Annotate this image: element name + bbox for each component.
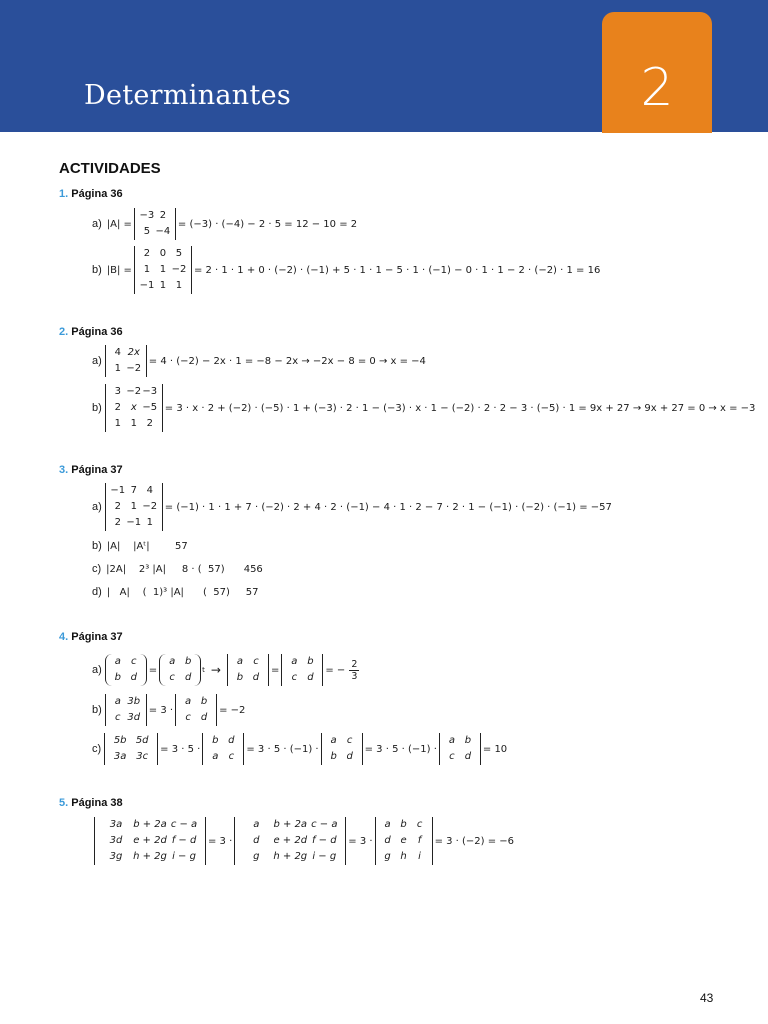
matrix-cell: 3d [127, 712, 141, 723]
matrix-cell: 2 [114, 501, 121, 512]
matrix-cell: 5 [143, 226, 151, 237]
matrix-cell: f − d [171, 835, 197, 846]
chapter-number-tab: 2 [602, 12, 712, 133]
matrix-row [110, 515, 158, 531]
matrix-cell: 4 [146, 485, 153, 496]
chapter-title: Determinantes [84, 80, 292, 111]
matrix-cell: 1 [175, 280, 183, 291]
matrix-cell: b [114, 672, 121, 683]
matrix-row [110, 483, 158, 499]
matrix-cell: 2 [143, 248, 151, 259]
matrix-cell: c [346, 735, 353, 746]
matrix-cell: h + 2g [133, 851, 167, 862]
matrix-cell: −1 [139, 280, 155, 291]
matrix-cell: d [184, 672, 192, 683]
matrix-cell: −2 [126, 363, 142, 374]
paren-matrix [105, 654, 147, 686]
matrix [321, 733, 363, 765]
q4-c-line: c) 5b 5d 3a 3c = 3 · 5 · b d a c = 3 · 5 · (−1) · a c b d = 3 · 5 · (−1) · a b c d = 10 [92, 733, 509, 765]
matrix-cell: 4 [114, 347, 121, 358]
matrix-cell: b [330, 751, 337, 762]
matrix-cell: a [184, 696, 192, 707]
matrix-row [164, 670, 196, 686]
matrix-cell: c [169, 672, 175, 683]
matrix-cell: a [212, 751, 219, 762]
matrix-cell: d [253, 835, 260, 846]
matrix-row [139, 262, 187, 278]
matrix-cell: −2 [126, 386, 142, 397]
fraction: $\frac{2}{3}$ [351, 658, 358, 682]
matrix-cell: 3g [109, 851, 123, 862]
matrix-cell: b + 2a [133, 819, 167, 830]
matrix-row [164, 654, 196, 670]
q2-b-line: b) 3 −2 −3 2 x −5 1 1 2 = 3 · x · 2 + (−2) · (−5) · 1 + (−3) · 2 · 1 − (−3) · x · 1 − (−2) · 2 · 2 − 3 · (−5) · 1 = 9x + 27 → 9x + 27 = 0 → x = −3 [92, 384, 757, 432]
matrix-cell: −2 [142, 501, 158, 512]
matrix-row [207, 749, 239, 765]
q4-a-line: a) a c b d = a b c d t → a c b d = a b c d = − $\frac{2}{3}$ [92, 654, 361, 686]
matrix-cell: b [400, 819, 407, 830]
matrix-cell: 3d [109, 835, 123, 846]
matrix-cell: c − a [170, 819, 198, 830]
matrix-cell: d [130, 672, 137, 683]
matrix-cell: i − g [172, 851, 196, 862]
matrix [104, 733, 158, 765]
matrix [202, 733, 244, 765]
matrix-cell: −4 [155, 226, 171, 237]
matrix-cell: b [307, 656, 314, 667]
matrix [105, 483, 163, 531]
matrix-row [99, 817, 201, 833]
matrix-cell: 1 [130, 501, 137, 512]
matrix-cell: d [346, 751, 353, 762]
matrix-cell: b [464, 735, 472, 746]
matrix-cell: d [228, 735, 235, 746]
matrix-cell: b [212, 735, 219, 746]
matrix-cell: g [384, 851, 391, 862]
matrix-row [380, 817, 428, 833]
matrix-cell: 7 [130, 485, 137, 496]
matrix-row [286, 670, 318, 686]
q3-c-line: c) |2A| 2³ |A| 8 · ( 57) 456 [92, 563, 263, 575]
matrix [375, 817, 433, 865]
matrix-cell: 3a [113, 751, 127, 762]
matrix-cell: −3 [142, 386, 158, 397]
matrix-cell: 2 [114, 402, 121, 413]
matrix [134, 208, 176, 240]
matrix-cell: a [384, 819, 391, 830]
question-3-heading: 3. Página 37 [59, 464, 123, 476]
matrix-row [207, 733, 239, 749]
matrix-cell: e + 2d [273, 835, 308, 846]
matrix-cell: c [449, 751, 455, 762]
matrix-row [110, 384, 158, 400]
matrix-cell: c − a [311, 819, 338, 830]
matrix-row [239, 817, 341, 833]
matrix-cell: a [448, 735, 455, 746]
matrix-row [444, 749, 476, 765]
matrix-row [110, 710, 142, 726]
matrix-row [180, 694, 212, 710]
matrix-row [110, 654, 142, 670]
matrix-cell: a [114, 696, 121, 707]
matrix-cell: d [384, 835, 391, 846]
matrix-cell: c [416, 819, 423, 830]
matrix-cell: 2 [114, 517, 121, 528]
matrix-cell: c [228, 751, 235, 762]
matrix-row [139, 208, 171, 224]
matrix-row [239, 849, 341, 865]
matrix [175, 694, 217, 726]
q1-b-line: b) |B| = 2 0 5 1 1 −2 −1 1 1 = 2 · 1 · 1 + 0 · (−2) · (−1) + 5 · 1 · 1 − 5 · 1 · (−1) − 0 · 1 · 1 − 2 · (−2) · 1 = 16 [92, 246, 602, 294]
matrix-cell: 5 [175, 248, 183, 259]
matrix-cell: f − d [311, 835, 337, 846]
matrix-cell: 2 [146, 418, 153, 429]
matrix-row [110, 345, 142, 361]
matrix-cell: 2x [127, 347, 140, 358]
matrix [105, 694, 147, 726]
q3-d-line: d) | A| ( 1)³ |A| ( 57) 57 [92, 586, 259, 598]
matrix [105, 384, 163, 432]
matrix-row [110, 416, 158, 432]
matrix-cell: −5 [142, 402, 158, 413]
matrix-row [110, 694, 142, 710]
matrix-cell: 3a [109, 819, 123, 830]
matrix [234, 817, 346, 865]
matrix-cell: f [417, 835, 422, 846]
matrix-row [99, 849, 201, 865]
matrix-cell: i [418, 851, 421, 862]
matrix-cell: −1 [126, 517, 142, 528]
matrix-cell: −3 [139, 210, 155, 221]
matrix-cell: 3c [136, 751, 149, 762]
matrix-row [180, 710, 212, 726]
matrix-cell: a [114, 656, 121, 667]
matrix-cell: c [131, 656, 137, 667]
matrix-row [326, 733, 358, 749]
matrix-cell: a [330, 735, 337, 746]
matrix-cell: a [253, 819, 260, 830]
matrix-row [444, 733, 476, 749]
matrix-cell: d [307, 672, 314, 683]
matrix-row [232, 670, 264, 686]
matrix-cell: a [169, 656, 176, 667]
matrix [105, 345, 147, 377]
question-4-heading: 4. Página 37 [59, 631, 123, 643]
matrix-row [110, 670, 142, 686]
matrix-row [139, 224, 171, 240]
matrix-cell: 1 [114, 363, 121, 374]
matrix-row [110, 499, 158, 515]
matrix-cell: d [464, 751, 472, 762]
matrix-row [286, 654, 318, 670]
matrix-cell: c [291, 672, 298, 683]
matrix-cell: 0 [159, 248, 167, 259]
matrix [227, 654, 269, 686]
section-title: ACTIVIDADES [59, 160, 161, 177]
q1-a-line: a) |A| = −3 2 5 −4 = (−3) · (−4) − 2 · 5 = 12 − 10 = 2 [92, 208, 359, 240]
matrix-cell: 1 [159, 280, 167, 291]
matrix-row [380, 833, 428, 849]
matrix-cell: b [200, 696, 208, 707]
matrix [94, 817, 206, 865]
matrix-cell: 3b [127, 696, 141, 707]
matrix [281, 654, 323, 686]
matrix-cell: 5d [135, 735, 149, 746]
matrix-cell: e + 2d [133, 835, 167, 846]
matrix-cell: d [252, 672, 260, 683]
matrix-row [139, 278, 187, 294]
q5-line: 3a b + 2a c − a 3d e + 2d f − d 3g h + 2g i − g = 3 · a b + 2a c − a d e + 2d f − d g h + 2g i − g = 3 · a b c d e f g h i = 3 · (−2) = −6 [94, 817, 516, 865]
question-5-heading: 5. Página 38 [59, 797, 123, 809]
paren-matrix [159, 654, 201, 686]
matrix-row [109, 749, 153, 765]
matrix-cell: e [400, 835, 407, 846]
matrix-row [110, 400, 158, 416]
matrix-cell: i − g [312, 851, 337, 862]
matrix-cell: c [185, 712, 191, 723]
matrix-cell: b [184, 656, 192, 667]
matrix-cell: 1 [114, 418, 121, 429]
matrix [439, 733, 481, 765]
matrix-cell: 1 [143, 264, 151, 275]
matrix-row [326, 749, 358, 765]
matrix [134, 246, 192, 294]
matrix-cell: b [236, 672, 244, 683]
matrix-cell: g [253, 851, 260, 862]
matrix-cell: h + 2g [273, 851, 308, 862]
matrix-cell: a [291, 656, 298, 667]
matrix-row [380, 849, 428, 865]
matrix-cell: h [400, 851, 407, 862]
q2-a-line: a) 4 2x 1 −2 = 4 · (−2) − 2x · 1 = −8 − 2x → −2x − 8 = 0 → x = −4 [92, 345, 428, 377]
matrix-cell: b + 2a [273, 819, 308, 830]
q4-b-line: b) a 3b c 3d = 3 · a b c d = −2 [92, 694, 247, 726]
matrix-cell: 1 [146, 517, 153, 528]
matrix-cell: a [236, 656, 244, 667]
matrix-cell: x [130, 402, 137, 413]
matrix-cell: 1 [159, 264, 167, 275]
matrix-row [139, 246, 187, 262]
question-1-heading: 1. Página 36 [59, 188, 123, 200]
matrix-cell: −2 [171, 264, 187, 275]
matrix-cell: c [253, 656, 259, 667]
matrix-row [110, 361, 142, 377]
matrix-row [99, 833, 201, 849]
matrix-row [239, 833, 341, 849]
matrix-cell: 5b [113, 735, 127, 746]
matrix-cell: 1 [130, 418, 137, 429]
matrix-row [232, 654, 264, 670]
matrix-row [109, 733, 153, 749]
matrix-cell: 2 [159, 210, 167, 221]
matrix-cell: 3 [114, 386, 121, 397]
question-2-heading: 2. Página 36 [59, 326, 123, 338]
q3-a-line: a) −1 7 4 2 1 −2 2 −1 1 = (−1) · 1 · 1 + 7 · (−2) · 2 + 4 · 2 · (−1) − 4 · 1 · 2 − 7 · 2 · 1 − (−1) · (−2) · (−1) = −57 [92, 483, 614, 531]
matrix-cell: d [200, 712, 208, 723]
q3-b-line: b) |A| |Aᵗ| 57 [92, 540, 188, 552]
matrix-cell: c [115, 712, 121, 723]
matrix-cell: −1 [110, 485, 126, 496]
page-number: 43 [700, 991, 714, 1005]
